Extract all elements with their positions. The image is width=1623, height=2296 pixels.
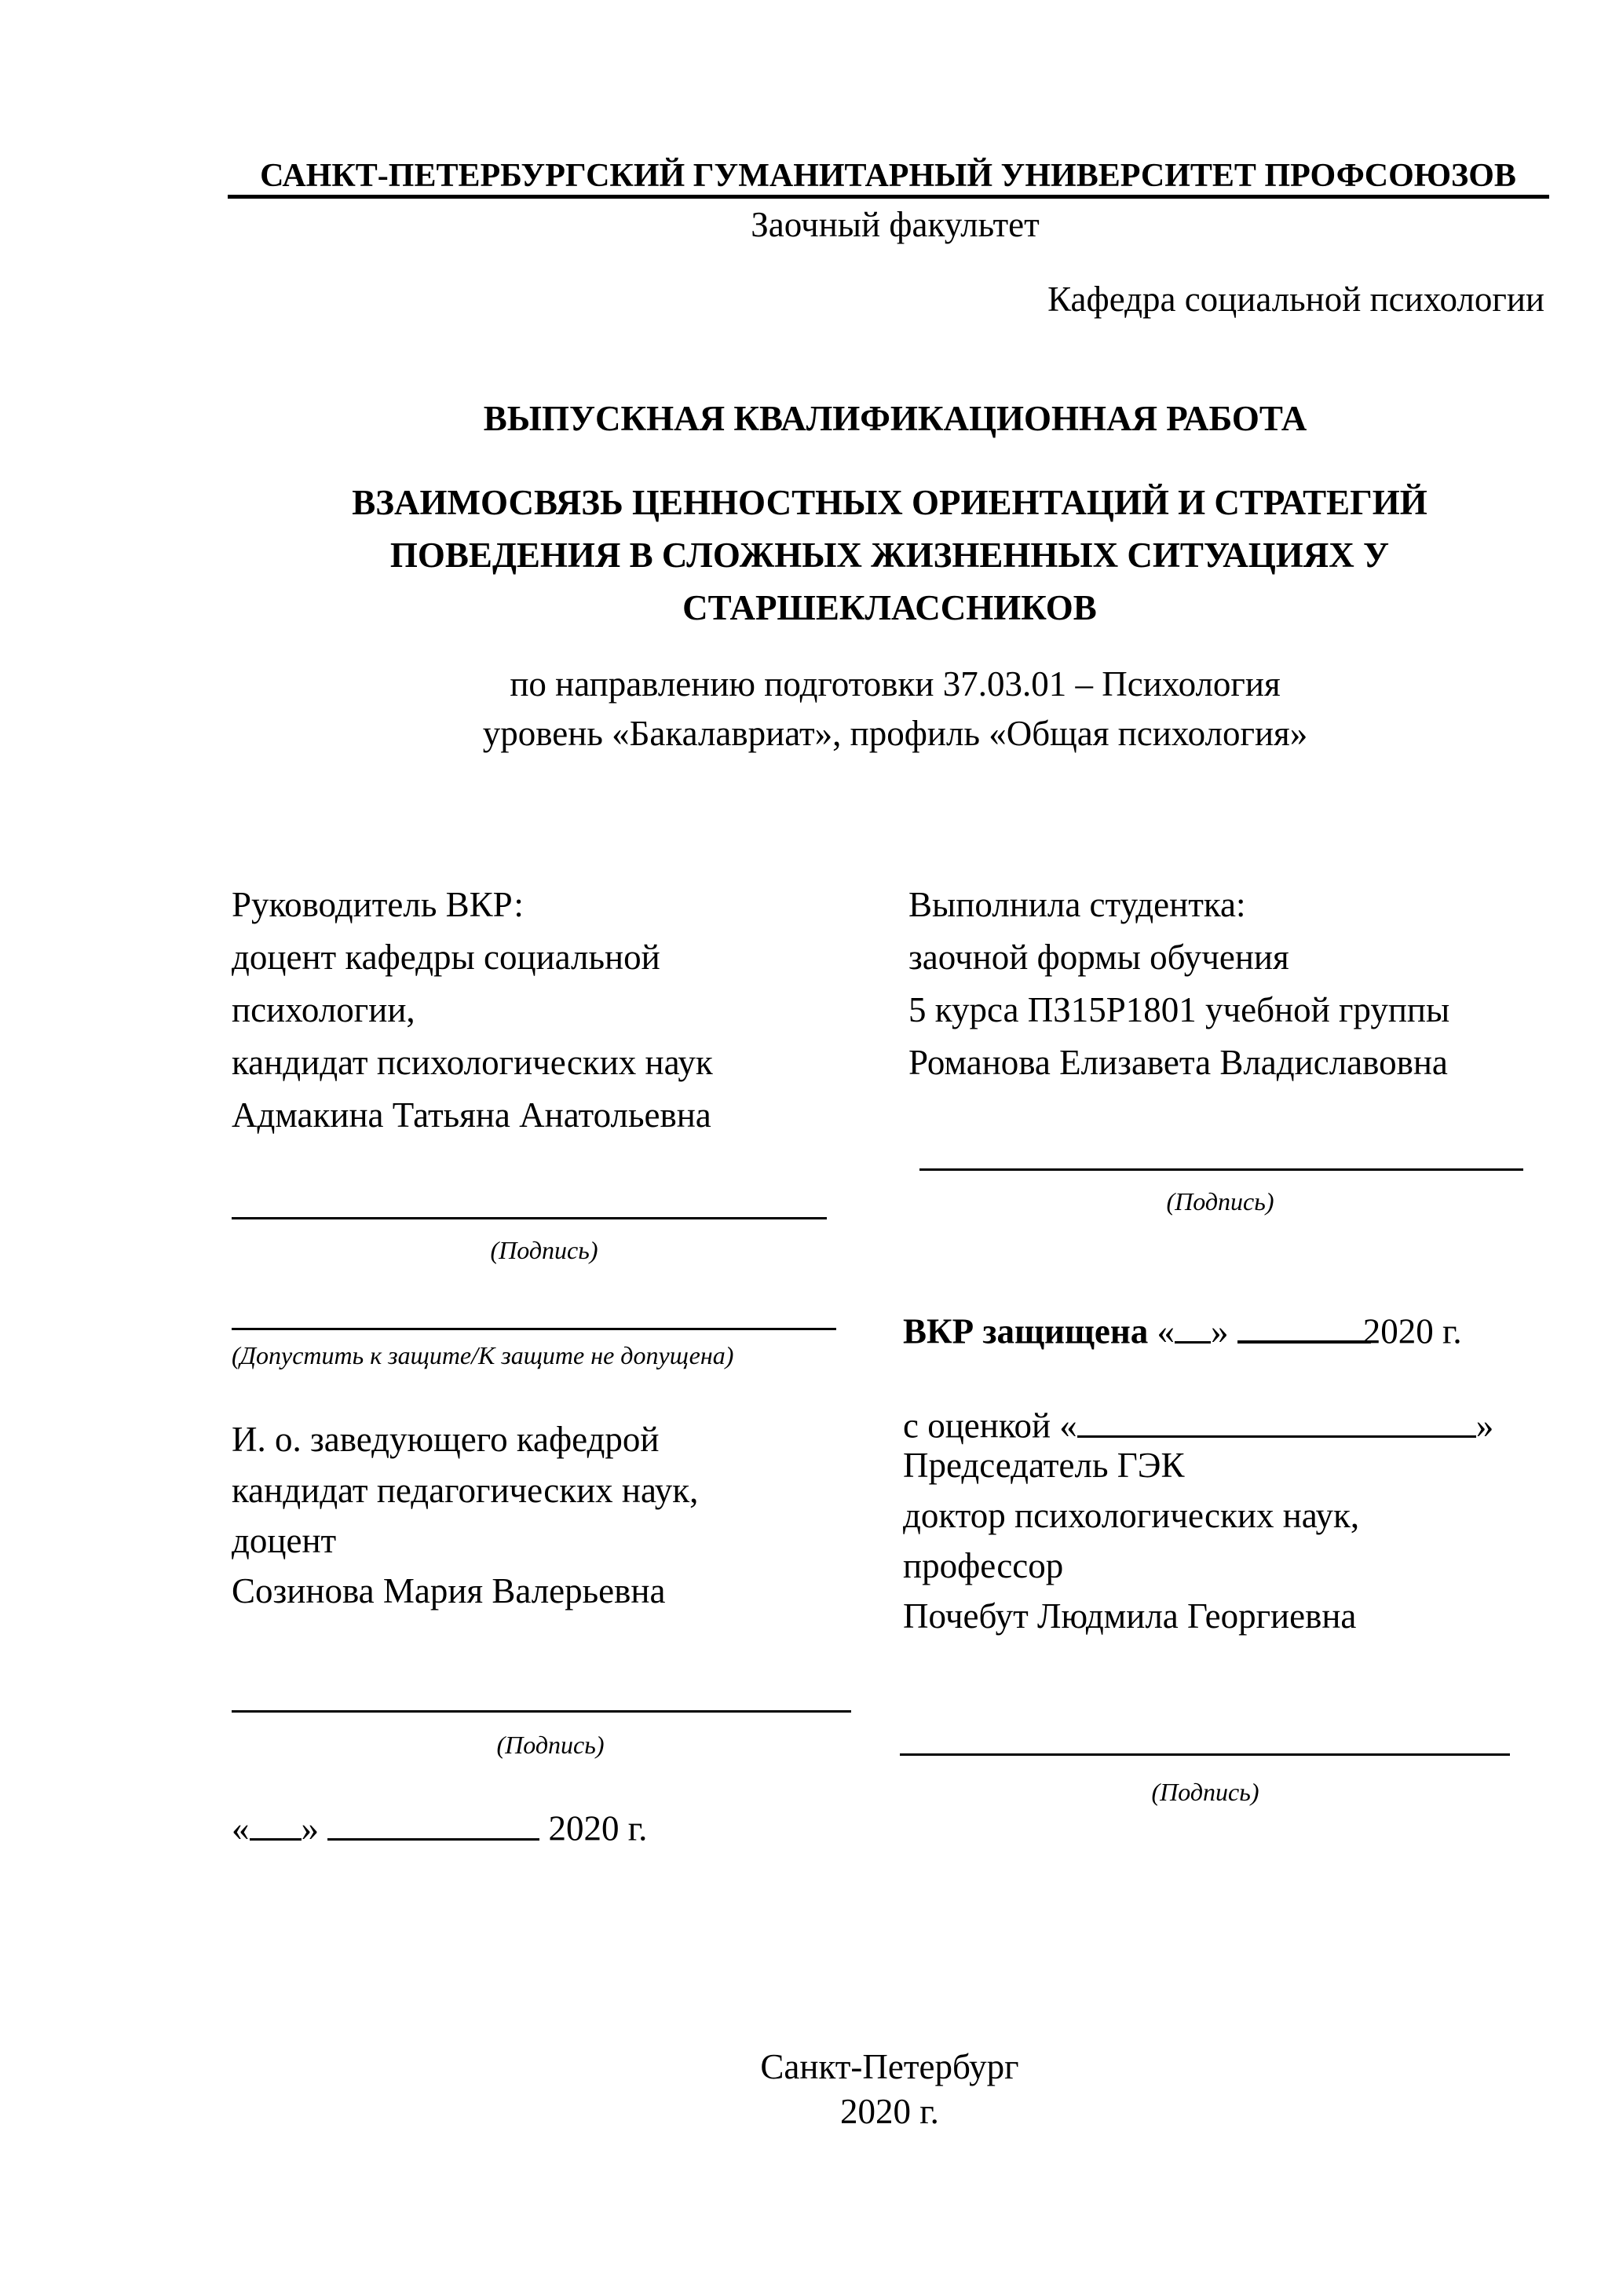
chair-signature-line[interactable]: [900, 1753, 1510, 1756]
student-signature-line[interactable]: [919, 1168, 1523, 1171]
date-year: 2020 г.: [548, 1808, 648, 1848]
defense-line: [903, 1308, 1462, 1350]
chair-name: Почебут Людмила Георгиевна: [903, 1596, 1357, 1636]
admission-caption: (Допустить к защите/К защите не допущена): [232, 1341, 734, 1369]
supervisor-line: кандидат психологических наук: [232, 1043, 713, 1082]
supervisor-line: Руководитель ВКР:: [232, 885, 524, 924]
topic-line-3: СТАРШЕКЛАССНИКОВ: [682, 588, 1097, 627]
work-type: ВЫПУСКНАЯ КВАЛИФИКАЦИОННАЯ РАБОТА: [483, 399, 1307, 438]
defense-date-open: «: [1157, 1311, 1175, 1351]
supervisor-name: Адмакина Татьяна Анатольевна: [232, 1095, 711, 1135]
grade-close-quote: »: [1475, 1406, 1494, 1446]
student-signature-caption: (Подпись): [1166, 1187, 1274, 1216]
student-group: 5 курса ПЗ15Р1801 учебной группы: [908, 990, 1450, 1029]
supervisor-line: доцент кафедры социальной: [232, 938, 660, 977]
chair-line: Председатель ГЭК: [903, 1446, 1185, 1485]
head-signature-caption: (Подпись): [496, 1731, 605, 1759]
month-blank[interactable]: [327, 1806, 539, 1841]
defense-label: ВКР защищена: [903, 1311, 1149, 1351]
head-date: [232, 1806, 647, 1847]
department-name: Кафедра социальной психологии: [1047, 280, 1544, 319]
topic-line-2: ПОВЕДЕНИЯ В СЛОЖНЫХ ЖИЗНЕННЫХ СИТУАЦИЯХ У: [389, 536, 1390, 575]
footer-city: Санкт-Петербург: [760, 2047, 1019, 2086]
grade-line: [903, 1403, 1493, 1444]
head-signature-line[interactable]: [232, 1710, 851, 1713]
head-line: И. о. заведующего кафедрой: [232, 1420, 660, 1459]
level-line: уровень «Бакалавриат», профиль «Общая психология»: [482, 714, 1308, 753]
date-close-quote: »: [301, 1808, 319, 1848]
direction-line: по направлению подготовки 37.03.01 – Психология: [510, 664, 1281, 704]
day-blank[interactable]: [250, 1806, 302, 1841]
supervisor-line: психологии,: [232, 990, 415, 1029]
head-line: доцент: [232, 1521, 337, 1560]
admission-decision-line[interactable]: [232, 1328, 836, 1330]
faculty-name: Заочный факультет: [751, 205, 1040, 244]
defense-day-blank[interactable]: [1175, 1309, 1211, 1344]
topic-line-1: ВЗАИМОСВЯЗЬ ЦЕННОСТНЫХ ОРИЕНТАЦИЙ И СТРАТЕГИЙ: [352, 483, 1427, 522]
chair-signature-caption: (Подпись): [1151, 1778, 1259, 1806]
head-name: Созинова Мария Валерьевна: [232, 1571, 666, 1610]
supervisor-signature-caption: (Подпись): [490, 1236, 598, 1264]
grade-blank[interactable]: [1077, 1403, 1476, 1438]
date-open-quote: «: [232, 1808, 250, 1848]
defense-month-blank[interactable]: [1237, 1308, 1371, 1344]
student-line: заочной формы обучения: [908, 938, 1289, 977]
footer-year: 2020 г.: [840, 2092, 939, 2131]
grade-label: с оценкой «: [903, 1406, 1077, 1446]
student-line: Выполнила студентка:: [908, 885, 1246, 924]
defense-year: 2020 г.: [1362, 1311, 1462, 1351]
university-name: САНКТ-ПЕТЕРБУРГСКИЙ ГУМАНИТАРНЫЙ УНИВЕРСИТЕТ ПРОФСОЮЗОВ: [260, 158, 1516, 194]
student-name: Романова Елизавета Владиславовна: [908, 1043, 1448, 1082]
header-rule: [228, 195, 1549, 199]
head-line: кандидат педагогических наук,: [232, 1471, 699, 1510]
chair-line: профессор: [903, 1546, 1064, 1585]
defense-date-close: »: [1211, 1311, 1229, 1351]
chair-line: доктор психологических наук,: [903, 1496, 1360, 1535]
supervisor-signature-line[interactable]: [232, 1217, 827, 1219]
